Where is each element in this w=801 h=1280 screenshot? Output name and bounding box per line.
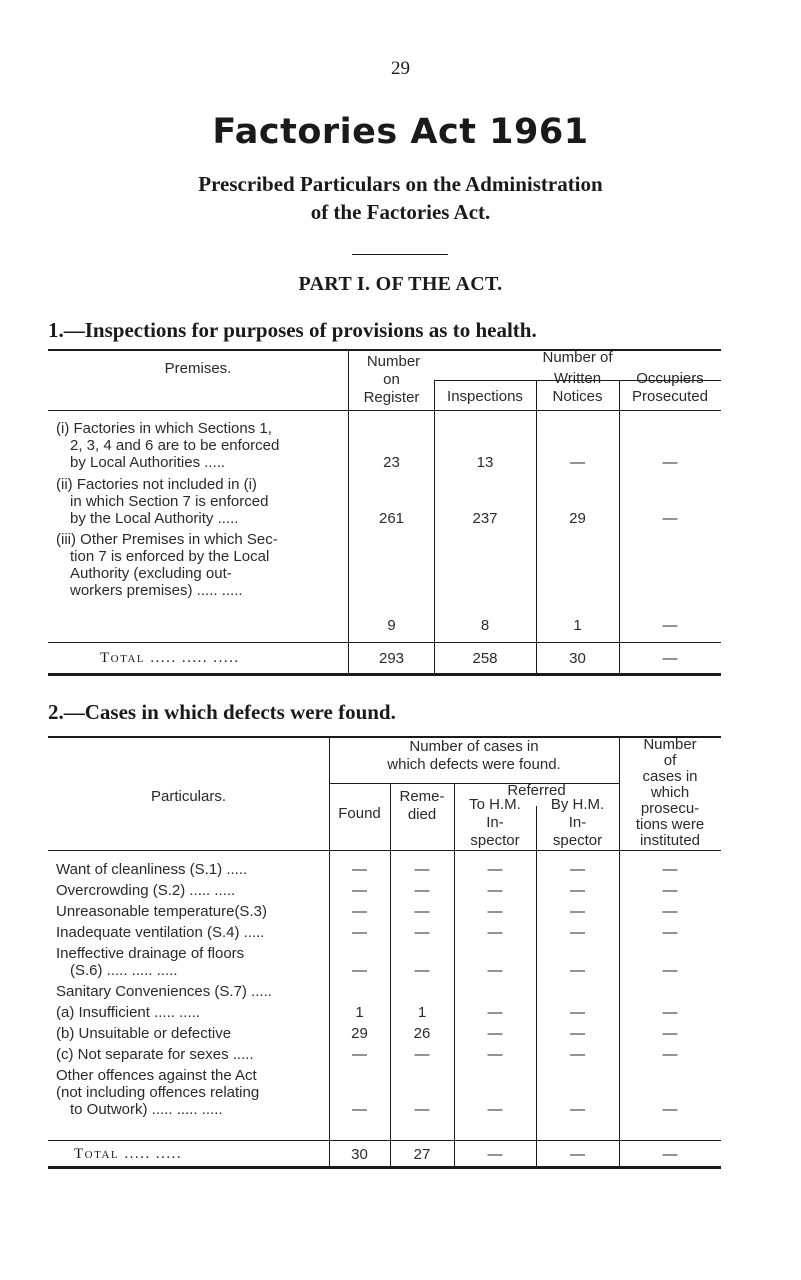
header-by-hm-1: By H.M. [550, 796, 605, 813]
r2-remedied: — [414, 903, 430, 920]
header-number: Number [349, 353, 438, 371]
table-row-label: Want of cleanliness (S.1) ..... [56, 861, 248, 878]
table-row-label: (i) Factories in which Sections 1, 2, 3, 4 and 6 are to be enforced by Local Authorities ..... [56, 420, 280, 471]
row-3-notices: 1 [573, 617, 582, 634]
r8-to-hm: — [487, 1046, 503, 1063]
total-prosecuted: — [662, 650, 678, 667]
header-cases-1: Number of cases in [409, 738, 539, 755]
header-prosecuted: Prosecuted [632, 388, 708, 405]
header-written: Written [553, 370, 602, 387]
table-row-label: Unreasonable temperature(S.3) [56, 903, 267, 920]
row-3-inspections: 8 [480, 617, 490, 634]
header-pros-6: tions were [635, 816, 705, 833]
r6-remedied: 1 [417, 1004, 427, 1021]
header-cases-2: which defects were found. [387, 756, 561, 773]
header-remedied-1: Reme- [399, 788, 445, 805]
total-register: 293 [378, 650, 405, 667]
r7-to-hm: — [487, 1025, 503, 1042]
total-label: Total ..... ..... [74, 1146, 183, 1162]
subtitle-line-2: of the Factories Act. [310, 200, 491, 224]
table-row-label: (c) Not separate for sexes ..... [56, 1046, 254, 1063]
r2-found: — [352, 903, 367, 920]
row-2-notices: 29 [569, 510, 586, 527]
table-row-label: (a) Insufficient ..... ..... [56, 1004, 200, 1021]
r1-found: — [352, 882, 367, 899]
r3-by-hm: — [570, 924, 585, 941]
r8-by-hm: — [570, 1046, 585, 1063]
row-1-prosecuted: — [662, 454, 678, 471]
row-2-inspections: 237 [472, 510, 498, 527]
page-title: Factories Act 1961 [212, 112, 589, 152]
header-occupiers: Occupiers [636, 370, 704, 387]
header-particulars: Particulars. [150, 788, 227, 805]
r9-found: — [352, 1101, 367, 1118]
table-row-label: Inadequate ventilation (S.4) ..... [56, 924, 265, 941]
r4-to-hm: — [487, 962, 503, 979]
r1-by-hm: — [570, 882, 585, 899]
header-to-hm-3: spector [470, 832, 520, 849]
r0-to-hm: — [487, 861, 503, 878]
r2-by-hm: — [570, 903, 585, 920]
r8-found: — [352, 1046, 367, 1063]
r7-prosecutions: — [662, 1025, 678, 1042]
r7-remedied: 26 [413, 1025, 431, 1042]
header-to-hm-2: In- [486, 814, 504, 831]
r0-prosecutions: — [662, 861, 678, 878]
r4-remedied: — [414, 962, 430, 979]
r7-found: 29 [351, 1025, 368, 1042]
r9-prosecutions: — [662, 1101, 678, 1118]
header-by-hm-2: In- [568, 814, 587, 831]
r6-by-hm: — [570, 1004, 585, 1021]
total-label: Total ..... ..... ..... [100, 650, 240, 666]
header-remedied-2: died [407, 806, 437, 823]
header-to-hm-1: To H.M. [469, 796, 521, 813]
total-to-hm: — [487, 1146, 503, 1163]
section-2-heading: 2.—Cases in which defects were found. [48, 700, 396, 724]
r0-found: — [352, 861, 367, 878]
r9-by-hm: — [570, 1101, 585, 1118]
r0-by-hm: — [570, 861, 585, 878]
part-heading: PART I. OF THE ACT. [298, 273, 503, 295]
row-3-register: 9 [387, 617, 396, 634]
r1-prosecutions: — [662, 882, 678, 899]
table-row-label: Sanitary Conveniences (S.7) ..... [56, 983, 272, 1000]
total-found: 30 [351, 1146, 368, 1163]
row-3-prosecuted: — [662, 617, 678, 634]
total-remedied: 27 [413, 1146, 431, 1163]
r4-prosecutions: — [662, 962, 678, 979]
table-row-label: (b) Unsuitable or defective [56, 1025, 232, 1042]
header-premises: Premises. [164, 360, 232, 377]
header-pros-3: cases in [642, 768, 698, 785]
header-inspections: Inspections [447, 388, 523, 405]
total-by-hm: — [570, 1146, 585, 1163]
row-1-notices: — [570, 454, 585, 471]
header-register-visible: Register [363, 389, 420, 406]
r0-remedied: — [414, 861, 430, 878]
r8-remedied: — [414, 1046, 430, 1063]
r4-found: — [352, 962, 367, 979]
r9-to-hm: — [487, 1101, 503, 1118]
header-pros-2: of [663, 752, 677, 769]
r3-remedied: — [414, 924, 430, 941]
header-by-hm-3: spector [552, 832, 603, 849]
table-row-label: Overcrowding (S.2) ..... ..... [56, 882, 236, 899]
title-divider [352, 254, 448, 255]
r1-remedied: — [414, 882, 430, 899]
table-row-label: Ineffective drainage of floors (S.6) ..... ..... ..... [56, 945, 245, 979]
table-row-label: Other offences against the Act (not including offences relating to Outwork) ..... ..... ..... [56, 1067, 260, 1118]
header-on: on [383, 371, 400, 388]
header-pros-4: which [650, 784, 690, 801]
page-number: 29 [391, 58, 410, 79]
table-row-label: (ii) Factories not included in (i) in which Section 7 is enforced by the Local Authority ..... [56, 476, 269, 527]
table-row-label: (iii) Other Premises in which Sec- tion 7 is enforced by the Local Authority (excluding out- workers premises) ..... ..... [56, 531, 278, 599]
row-2-register: 261 [378, 510, 405, 527]
r7-by-hm: — [570, 1025, 585, 1042]
header-number-of: Number of [542, 349, 613, 366]
r1-to-hm: — [487, 882, 503, 899]
row-1-inspections: 13 [476, 454, 494, 471]
r4-by-hm: — [570, 962, 585, 979]
section-1-heading: 1.—Inspections for purposes of provisions as to health. [48, 318, 537, 342]
r6-to-hm: — [487, 1004, 503, 1021]
r2-prosecutions: — [662, 903, 678, 920]
total-notices: 30 [569, 650, 586, 667]
r3-found: — [352, 924, 367, 941]
total-prosecutions: — [662, 1146, 678, 1163]
header-pros-7: instituted [639, 832, 701, 849]
total-inspections: 258 [472, 650, 498, 667]
r9-remedied: — [414, 1101, 430, 1118]
r2-to-hm: — [487, 903, 503, 920]
row-1-register: 23 [383, 454, 400, 471]
header-found: Found [338, 805, 381, 822]
header-pros-5: prosecu- [640, 800, 700, 817]
r3-to-hm: — [487, 924, 503, 941]
r6-found: 1 [355, 1004, 364, 1021]
header-pros-1: Number [643, 736, 697, 753]
r3-prosecutions: — [662, 924, 678, 941]
subtitle-line-1: Prescribed Particulars on the Administration [198, 172, 603, 196]
header-referred: Referred [507, 782, 566, 799]
header-notices: Notices [552, 388, 603, 405]
row-2-prosecuted: — [662, 510, 678, 527]
r6-prosecutions: — [662, 1004, 678, 1021]
r8-prosecutions: — [662, 1046, 678, 1063]
